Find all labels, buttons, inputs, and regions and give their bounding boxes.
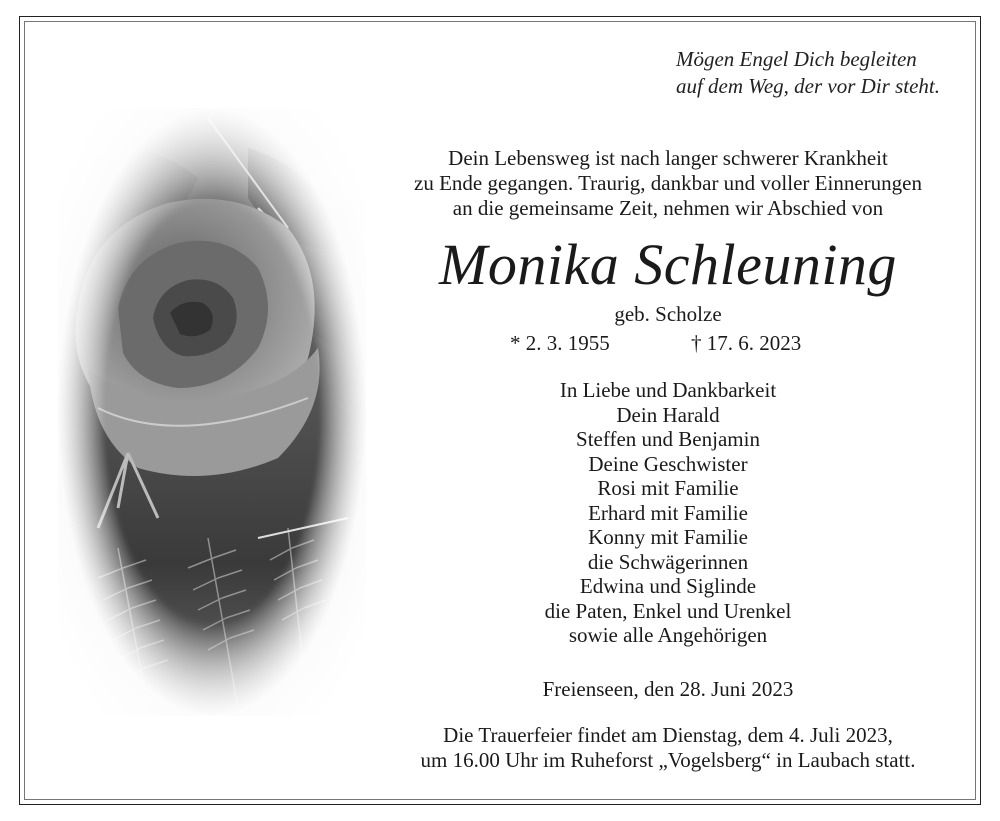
intro-line: an die gemeinsame Zeit, nehmen wir Abschied von: [452, 196, 884, 220]
mourner-line: Steffen und Benjamin: [576, 427, 760, 451]
motto-verse: [676, 46, 940, 100]
mourner-line: Erhard mit Familie: [588, 500, 748, 525]
mourner-line: sowie alle Angehörigen: [568, 623, 768, 647]
mourner-line: In Liebe und Dankbarkeit: [559, 378, 777, 402]
mourners-list: [378, 378, 958, 648]
mourner-line: Konny mit Familie: [588, 525, 748, 549]
intro-line: zu Ende gegangen. Traurig, dankbar und voller Einnerungen: [414, 171, 922, 195]
mourner-line: die Paten, Enkel und Urenkel: [544, 598, 792, 623]
mourner-line: Edwina und Siglinde: [579, 574, 757, 598]
place-and-date: Freienseen, den 28. Juni 2023: [542, 677, 794, 701]
deceased-name: Monika Schleuning: [439, 232, 897, 297]
birth-date: * 2. 3. 1955: [510, 331, 610, 355]
mourner-line: Rosi mit Familie: [597, 476, 739, 500]
intro-text: [378, 146, 958, 221]
motto-line: Mögen Engel Dich begleiten: [675, 47, 917, 71]
mourner-line: Dein Harald: [616, 402, 720, 427]
rose-photo: [58, 108, 366, 716]
maiden-name: geb. Scholze: [614, 302, 722, 326]
death-date: † 17. 6. 2023: [691, 331, 802, 355]
ceremony-line: Die Trauerfeier findet am Dienstag, dem 4. Juli 2023,: [443, 723, 893, 747]
mourner-line: die Schwägerinnen: [587, 549, 749, 574]
ceremony-info: [378, 723, 958, 773]
mourner-line: Deine Geschwister: [588, 451, 748, 476]
intro-line: Dein Lebensweg ist nach langer schwerer Krankheit: [448, 146, 888, 170]
rose-image: [58, 108, 366, 716]
motto-line: auf dem Weg, der vor Dir steht.: [675, 74, 940, 98]
ceremony-line: um 16.00 Uhr im Ruheforst „Vogelsberg“ in Laubach statt.: [420, 748, 916, 772]
